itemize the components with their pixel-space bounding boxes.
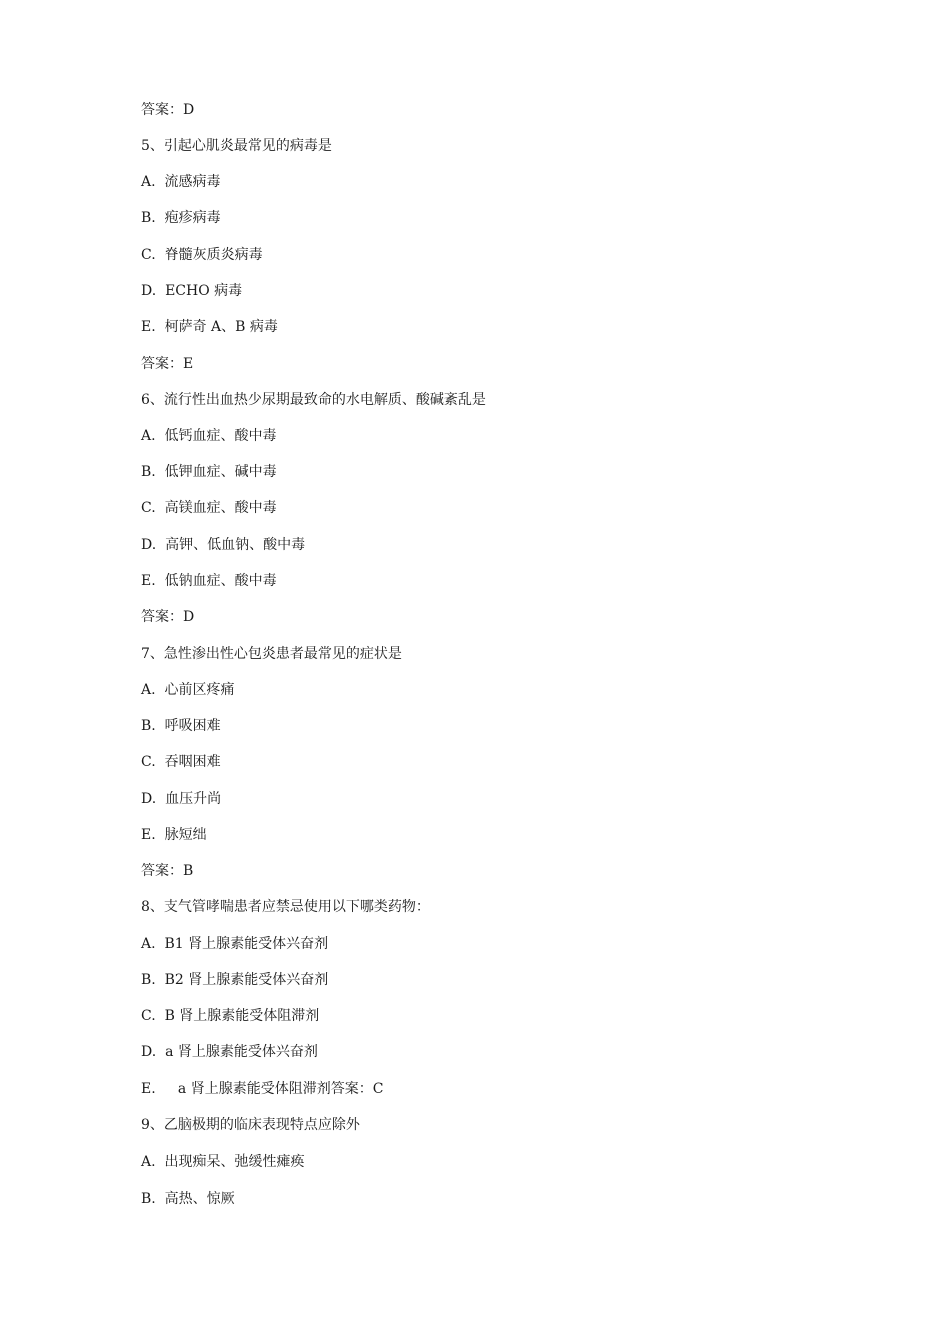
- q8-option-c: C. B 肾上腺素能受体阻滞剂: [141, 1008, 320, 1024]
- q7-option-d: D. 血压升尚: [141, 791, 222, 807]
- q8-option-e-answer: E. a 肾上腺素能受体阻滞剂答案：C: [141, 1081, 384, 1097]
- q5-option-b: B. 疱疹病毒: [141, 210, 221, 226]
- q7-option-e: E. 脉短绌: [141, 827, 207, 843]
- question-7: 7、急性渗出性心包炎患者最常见的症状是: [141, 646, 402, 662]
- q5-option-c: C. 脊髓灰质炎病毒: [141, 247, 263, 263]
- answer-q4: 答案：D: [141, 102, 195, 118]
- question-9: 9、乙脑极期的临床表现特点应除外: [141, 1117, 360, 1133]
- q5-option-e: E. 柯萨奇 A、B 病毒: [141, 319, 278, 335]
- q8-option-a: A. B1 肾上腺素能受体兴奋剂: [141, 936, 329, 952]
- question-8: 8、支气管哮喘患者应禁忌使用以下哪类药物：: [141, 899, 430, 915]
- q6-option-e: E. 低钠血症、酸中毒: [141, 573, 277, 589]
- question-6: 6、流行性出血热少尿期最致命的水电解质、酸碱紊乱是: [141, 392, 486, 408]
- q5-option-a: A. 流感病毒: [141, 174, 221, 190]
- q8-option-b: B. B2 肾上腺素能受体兴奋剂: [141, 972, 329, 988]
- answer-q6: 答案：D: [141, 609, 195, 625]
- q6-option-a: A. 低钙血症、酸中毒: [141, 428, 277, 444]
- answer-q7: 答案：B: [141, 863, 194, 879]
- q7-option-a: A. 心前区疼痛: [141, 682, 235, 698]
- q8-option-d: D. a 肾上腺素能受体兴奋剂: [141, 1044, 318, 1060]
- q6-option-b: B. 低钾血症、碱中毒: [141, 464, 277, 480]
- q6-option-d: D. 高钾、低血钠、酸中毒: [141, 537, 306, 553]
- q5-option-d: D. ECHO 病毒: [141, 283, 243, 299]
- answer-q5: 答案：E: [141, 356, 194, 372]
- question-5: 5、引起心肌炎最常见的病毒是: [141, 138, 332, 154]
- q7-option-c: C. 吞咽困难: [141, 754, 221, 770]
- q7-option-b: B. 呼吸困难: [141, 718, 221, 734]
- q9-option-b: B. 高热、惊厥: [141, 1191, 235, 1207]
- q9-option-a: A. 出现痴呆、弛缓性瘫痪: [141, 1154, 305, 1170]
- q6-option-c: C. 高镁血症、酸中毒: [141, 500, 277, 516]
